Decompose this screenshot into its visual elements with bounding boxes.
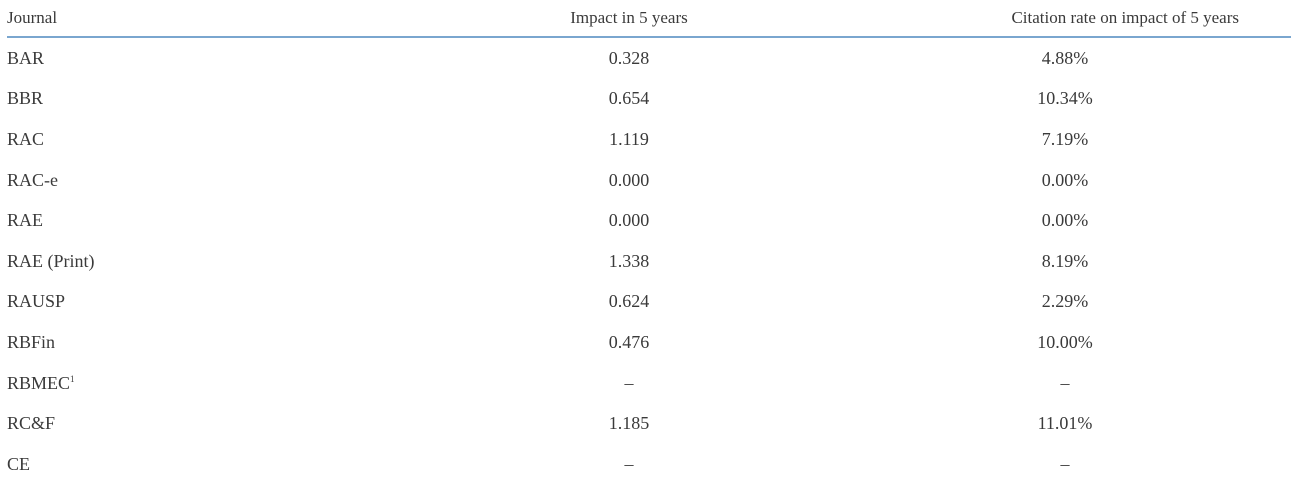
cell-citation-rate: 2.29% <box>1041 291 1089 312</box>
table-body <box>7 37 1291 485</box>
cell-journal: RBFin <box>7 331 56 352</box>
cell-citation-rate: 7.19% <box>1041 128 1089 149</box>
header-impact: Impact in 5 years <box>419 0 839 37</box>
cell-impact: 1.119 <box>609 128 649 149</box>
cell-impact: 1.185 <box>608 413 650 434</box>
cell-citation-rate: 10.00% <box>1037 331 1093 352</box>
cell-journal: RBMEC$^1$ <box>7 372 75 393</box>
cell-journal: RC&F <box>7 413 56 434</box>
cell-journal: RAC <box>7 128 45 149</box>
table-row <box>7 322 1291 363</box>
cell-citation-rate: 0.00% <box>1041 169 1089 190</box>
table-header <box>7 0 1291 37</box>
cell-impact: 0.624 <box>608 291 650 312</box>
cell-impact: – <box>624 372 634 393</box>
cell-journal: BBR <box>7 88 44 109</box>
cell-journal: RAC-e <box>7 169 58 190</box>
table-row <box>7 403 1291 444</box>
cell-impact: 0.654 <box>608 88 650 109</box>
cell-citation-rate: 11.01% <box>1037 413 1093 434</box>
table-row <box>7 37 1291 79</box>
cell-impact: 0.328 <box>608 47 650 68</box>
cell-journal: RAE (Print) <box>7 250 95 271</box>
cell-journal: RAUSP <box>7 291 66 312</box>
cell-journal: CE <box>7 453 31 474</box>
cell-impact: – <box>624 453 634 474</box>
cell-impact: 0.000 <box>608 210 650 231</box>
cell-impact: 1.338 <box>608 250 650 271</box>
table-row <box>7 363 1291 404</box>
table-row <box>7 119 1291 160</box>
table-row <box>7 444 1291 485</box>
cell-citation-rate: 8.19% <box>1041 250 1089 271</box>
cell-citation-rate: 10.34% <box>1037 88 1093 109</box>
table-row <box>7 79 1291 120</box>
cell-citation-rate: – <box>1060 372 1070 393</box>
cell-impact: 0.476 <box>608 331 650 352</box>
table-row <box>7 200 1291 241</box>
table-row <box>7 241 1291 282</box>
table-row <box>7 160 1291 201</box>
table-row <box>7 282 1291 323</box>
cell-impact: 0.000 <box>608 169 650 190</box>
cell-citation-rate: 0.00% <box>1041 210 1089 231</box>
header-citation-rate: Citation rate on impact of 5 years <box>839 0 1291 37</box>
header-journal: Journal <box>7 0 419 37</box>
cell-journal: BAR <box>7 47 45 68</box>
impact-table <box>7 0 1291 485</box>
footnote-marker: 1 <box>70 373 75 384</box>
cell-journal: RAE <box>7 210 43 231</box>
cell-citation-rate: – <box>1060 453 1070 474</box>
header-row <box>7 0 1291 37</box>
cell-citation-rate: 4.88% <box>1041 47 1089 68</box>
